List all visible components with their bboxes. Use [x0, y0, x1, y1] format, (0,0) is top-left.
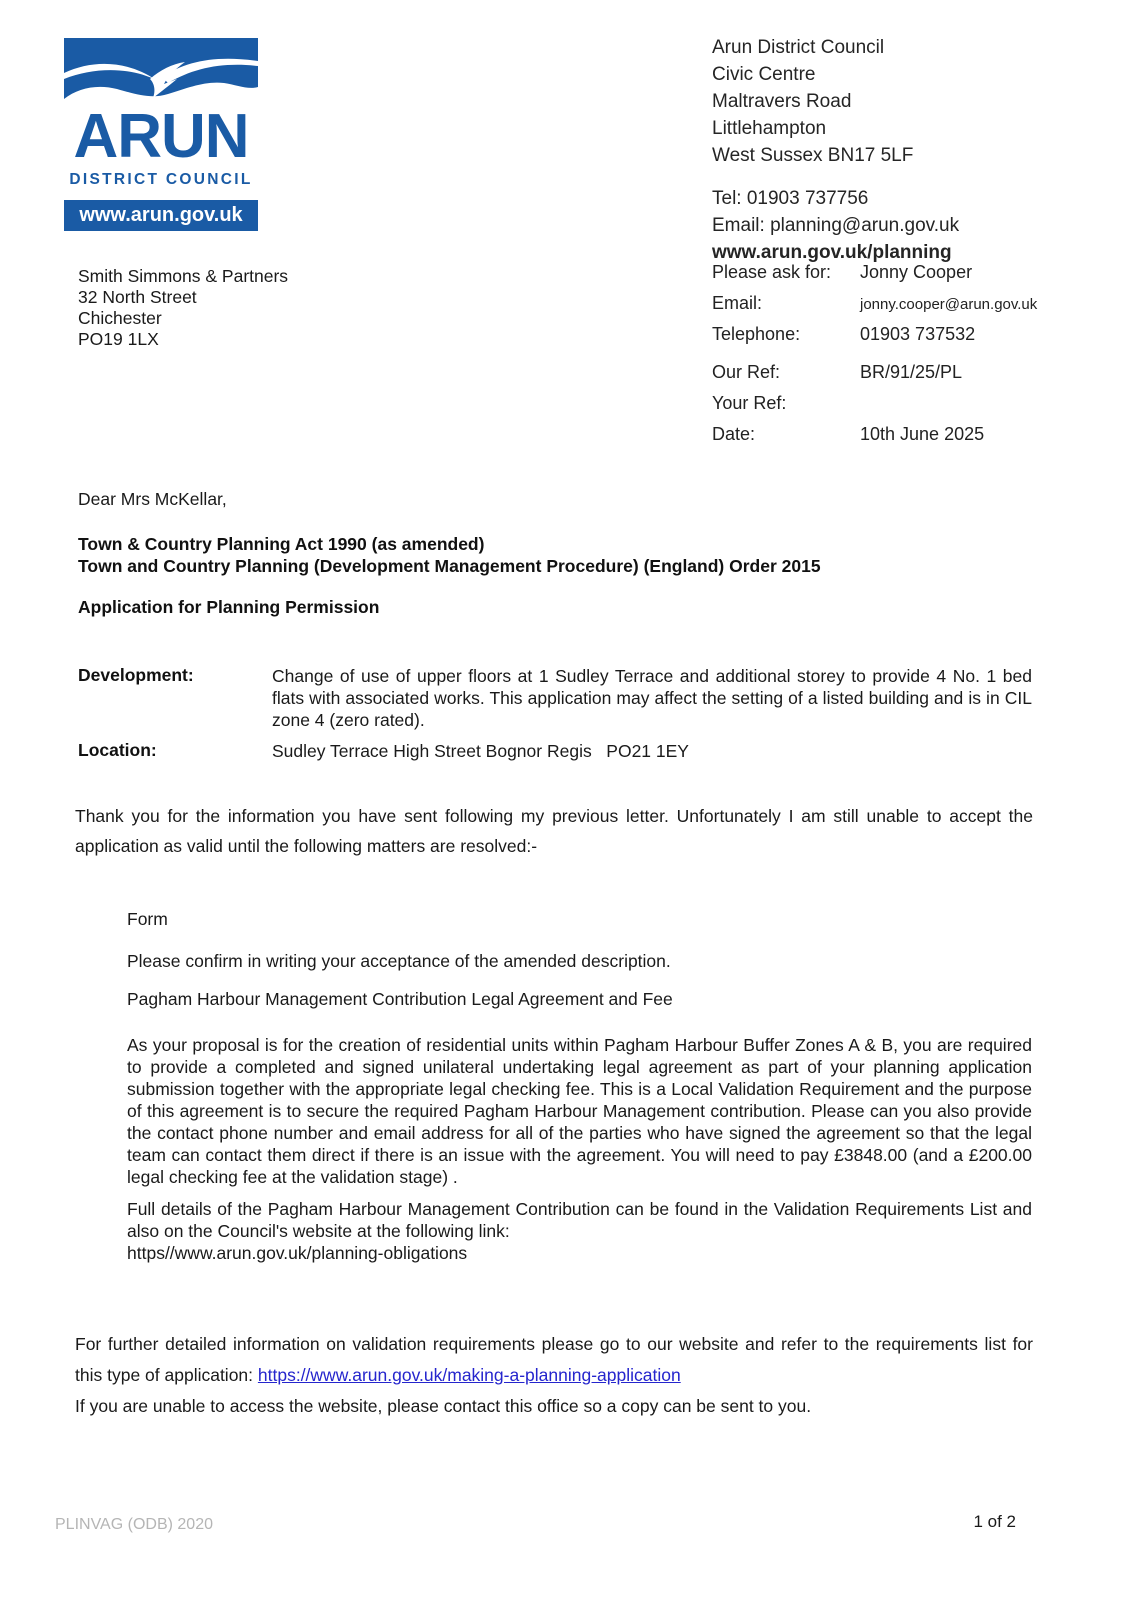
further-info-block	[75, 1329, 1033, 1422]
full-details-paragraph: Full details of the Pagham Harbour Management Contribution can be found in the Validation Requirements List and also on the Council's website at the following link:	[127, 1199, 1032, 1241]
arun-logo	[64, 38, 258, 231]
council-address-block	[712, 34, 1112, 266]
council-address-line: West Sussex BN17 5LF	[712, 145, 914, 166]
location-row	[78, 740, 1032, 762]
subject-line-1: Town & Country Planning Act 1990 (as amended)	[78, 534, 485, 554]
subject-block	[78, 533, 821, 577]
location-label: Location:	[78, 740, 157, 760]
council-planning-website: www.arun.gov.uk/planning	[712, 242, 952, 263]
website-fallback-text: If you are unable to access the website, please contact this office so a copy can be sent to you.	[75, 1396, 812, 1416]
recipient-name: Smith Simmons & Partners	[78, 266, 289, 286]
our-ref-value: BR/91/25/PL	[860, 362, 963, 382]
development-location-block	[78, 665, 1032, 762]
logo-subtitle: DISTRICT COUNCIL	[69, 171, 253, 188]
form-requirement-text: Please confirm in writing your acceptance of the amended description.	[127, 951, 671, 971]
email-value: jonny.cooper@arun.gov.uk	[860, 296, 1038, 313]
contact-row-ask-for	[712, 262, 1112, 283]
telephone-value: 01903 737532	[860, 324, 976, 344]
page-number: 1 of 2	[973, 1512, 1016, 1531]
ask-for-value: Jonny Cooper	[860, 262, 973, 282]
contact-row-your-ref	[712, 393, 1112, 414]
recipient-address-line: 32 North Street	[78, 287, 197, 307]
pagham-paragraph: As your proposal is for the creation of residential units within Pagham Harbour Buffer Zones A & B, you are required to provide a completed and signed unilateral undertaking legal agreement as part of your planning application submission together with the appropriate legal checking fee. This is a Local Validation Requirement and the purpose of this agreement is to secure the required Pagham Harbour Management contribution. Please can you also provide the contact phone number and email address for all of the parties who have signed the agreement so that the legal team can contact them direct if there is an issue with the agreement. You will need to pay £3848.00 (and a £200.00 legal checking fee at the validation stage) .	[127, 1035, 1032, 1187]
council-telephone: Tel: 01903 737756	[712, 188, 869, 209]
ask-for-label: Please ask for:	[712, 262, 832, 282]
contact-row-email	[712, 293, 1112, 314]
salutation: Dear Mrs McKellar,	[78, 489, 227, 509]
intro-paragraph: Thank you for the information you have sent following my previous letter. Unfortunately I am still unable to accept the application as valid until the following matters are resolved:-	[75, 806, 1033, 856]
development-row	[78, 665, 1032, 731]
planning-obligations-url: https//www.arun.gov.uk/planning-obligations	[127, 1243, 468, 1263]
development-description: Change of use of upper floors at 1 Sudley Terrace and additional storey to provide 4 No. 1 bed flats with associated works. This application may affect the setting of a listed building and is in CIL zone 4 (zero rated).	[272, 666, 1032, 730]
logo-website-banner: www.arun.gov.uk	[64, 200, 258, 231]
council-name: Arun District Council	[712, 37, 885, 58]
council-address-line: Civic Centre	[712, 64, 816, 85]
telephone-label: Telephone:	[712, 324, 801, 344]
validation-matters-block	[127, 908, 1032, 1264]
further-info-text: For further detailed information on validation requirements please go to our website and refer to the requirements list for this type of application:	[75, 1334, 1033, 1385]
email-label: Email:	[712, 293, 763, 313]
contact-details-block	[712, 262, 1112, 455]
contact-row-our-ref	[712, 362, 1112, 383]
further-info-paragraph	[75, 1329, 1033, 1391]
council-address-line: Littlehampton	[712, 118, 827, 139]
location-value: Sudley Terrace High Street Bognor Regis PO21 1EY	[272, 741, 689, 761]
council-address-line: Maltravers Road	[712, 91, 852, 112]
contact-row-telephone	[712, 324, 1112, 345]
your-ref-label: Your Ref:	[712, 393, 787, 413]
contact-row-date	[712, 424, 1112, 445]
recipient-address-line: Chichester	[78, 308, 162, 328]
making-application-link[interactable]: https://www.arun.gov.uk/making-a-planning-application	[257, 1365, 681, 1385]
document-code: PLINVAG (ODB) 2020	[55, 1516, 213, 1533]
pagham-heading: Pagham Harbour Management Contribution Legal Agreement and Fee	[127, 989, 673, 1009]
recipient-address-line: PO19 1LX	[78, 329, 159, 349]
form-heading: Form	[127, 909, 168, 929]
council-email: Email: planning@arun.gov.uk	[712, 215, 960, 236]
your-ref-value	[860, 393, 1112, 414]
subject-line-2: Town and Country Planning (Development Management Procedure) (England) Order 2015	[78, 556, 821, 576]
our-ref-label: Our Ref:	[712, 362, 781, 382]
date-value: 10th June 2025	[860, 424, 985, 444]
date-label: Date:	[712, 424, 756, 444]
application-heading: Application for Planning Permission	[78, 597, 380, 617]
logo-wordmark: ARUN	[73, 102, 249, 171]
development-label: Development:	[78, 665, 194, 685]
recipient-address-block	[78, 266, 288, 350]
